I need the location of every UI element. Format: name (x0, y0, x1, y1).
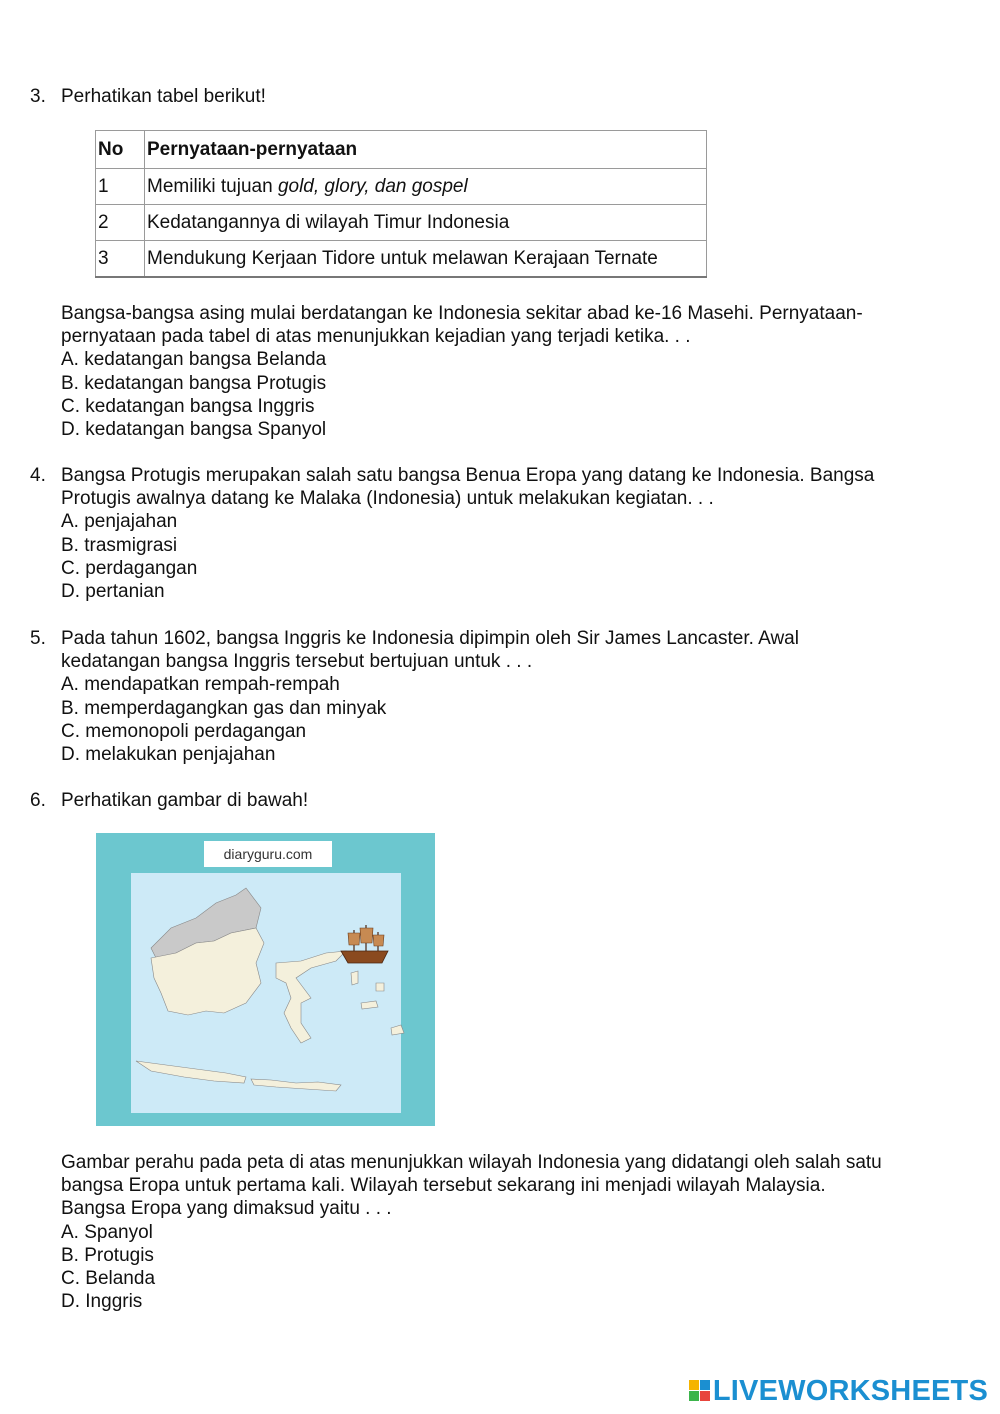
table-header-row (96, 131, 707, 169)
row-no: 1 (96, 169, 145, 205)
option-d: D. kedatangan bangsa Spanyol (61, 419, 327, 441)
row-no: 3 (96, 241, 145, 278)
question-number: 4. (30, 465, 46, 486)
option-c: C. perdagangan (61, 557, 198, 579)
row-no: 2 (96, 205, 145, 241)
question-text: Bangsa-bangsa asing mulai berdatangan ke Indonesia sekitar abad ke-16 Masehi. Pernyataan- (61, 303, 863, 324)
table-row (96, 241, 707, 278)
question-prompt: Perhatikan tabel berikut! (61, 86, 266, 107)
question-number: 6. (30, 790, 46, 811)
option-d: D. Inggris (61, 1291, 143, 1313)
options-list (61, 510, 941, 603)
options-list (61, 1221, 941, 1314)
liveworksheets-logo (689, 1374, 988, 1408)
option-b: B. memperdagangkan gas dan minyak (61, 697, 387, 719)
options-list (61, 348, 941, 441)
question-prompt: Perhatikan gambar di bawah! (61, 790, 309, 811)
table-row (96, 169, 707, 205)
island-java (136, 1061, 246, 1083)
question-text: Bangsa Protugis merupakan salah satu bangsa Benua Eropa yang datang ke Indonesia. Bangsa (61, 465, 875, 486)
table-row (96, 205, 707, 241)
option-c: C. memonopoli perdagangan (61, 720, 307, 742)
island-sulawesi (276, 951, 346, 1043)
question-number: 5. (30, 628, 46, 649)
question-text: Protugis awalnya datang ke Malaka (Indonesia) untuk melakukan kegiatan. . . (61, 488, 714, 510)
header-statement: Pernyataan-pernyataan (145, 131, 707, 169)
option-c: C. Belanda (61, 1268, 156, 1290)
brand-name: LIVEWORKSHEETS (712, 1374, 988, 1407)
option-c: C. kedatangan bangsa Inggris (61, 395, 315, 417)
question-text: Bangsa Eropa yang dimaksud yaitu . . . (61, 1198, 392, 1220)
row-statement: Memiliki tujuan gold, glory, dan gospel (145, 169, 707, 205)
island-maluku (351, 971, 404, 1035)
option-a: A. kedatangan bangsa Belanda (61, 349, 327, 371)
question-text: pernyataan pada tabel di atas menunjukkan kejadian yang terjadi ketika. . . (61, 326, 691, 348)
question-text: Pada tahun 1602, bangsa Inggris ke Indonesia dipimpin oleh Sir James Lancaster. Awal (61, 628, 799, 649)
option-b: B. kedatangan bangsa Protugis (61, 372, 327, 394)
indonesia-map-image (96, 833, 435, 1126)
option-d: D. pertanian (61, 581, 165, 603)
map-islands (96, 833, 435, 1126)
statements-table (95, 130, 707, 278)
option-a: A. Spanyol (61, 1221, 153, 1243)
question-text: Gambar perahu pada peta di atas menunjukkan wilayah Indonesia yang didatangi oleh salah satu (61, 1152, 882, 1173)
row-statement: Kedatangannya di wilayah Timur Indonesia (145, 205, 707, 241)
option-a: A. penjajahan (61, 511, 178, 533)
map-watermark: diaryguru.com (204, 841, 332, 867)
island-nusa-tenggara (251, 1079, 341, 1091)
options-list (61, 673, 941, 766)
option-a: A. mendapatkan rempah-rempah (61, 674, 340, 696)
header-no: No (96, 131, 145, 169)
question-text: kedatangan bangsa Inggris tersebut bertujuan untuk . . . (61, 651, 533, 673)
option-b: B. Protugis (61, 1244, 154, 1266)
option-d: D. melakukan penjajahan (61, 744, 276, 766)
ship-icon (341, 925, 388, 963)
row-statement: Mendukung Kerjaan Tidore untuk melawan Kerajaan Ternate (145, 241, 707, 278)
question-text: bangsa Eropa untuk pertama kali. Wilayah tersebut sekarang ini menjadi wilayah Malaysia. (61, 1175, 826, 1197)
question-number: 3. (30, 86, 46, 107)
option-b: B. trasmigrasi (61, 534, 178, 556)
liveworksheets-logo-icon (689, 1380, 711, 1402)
